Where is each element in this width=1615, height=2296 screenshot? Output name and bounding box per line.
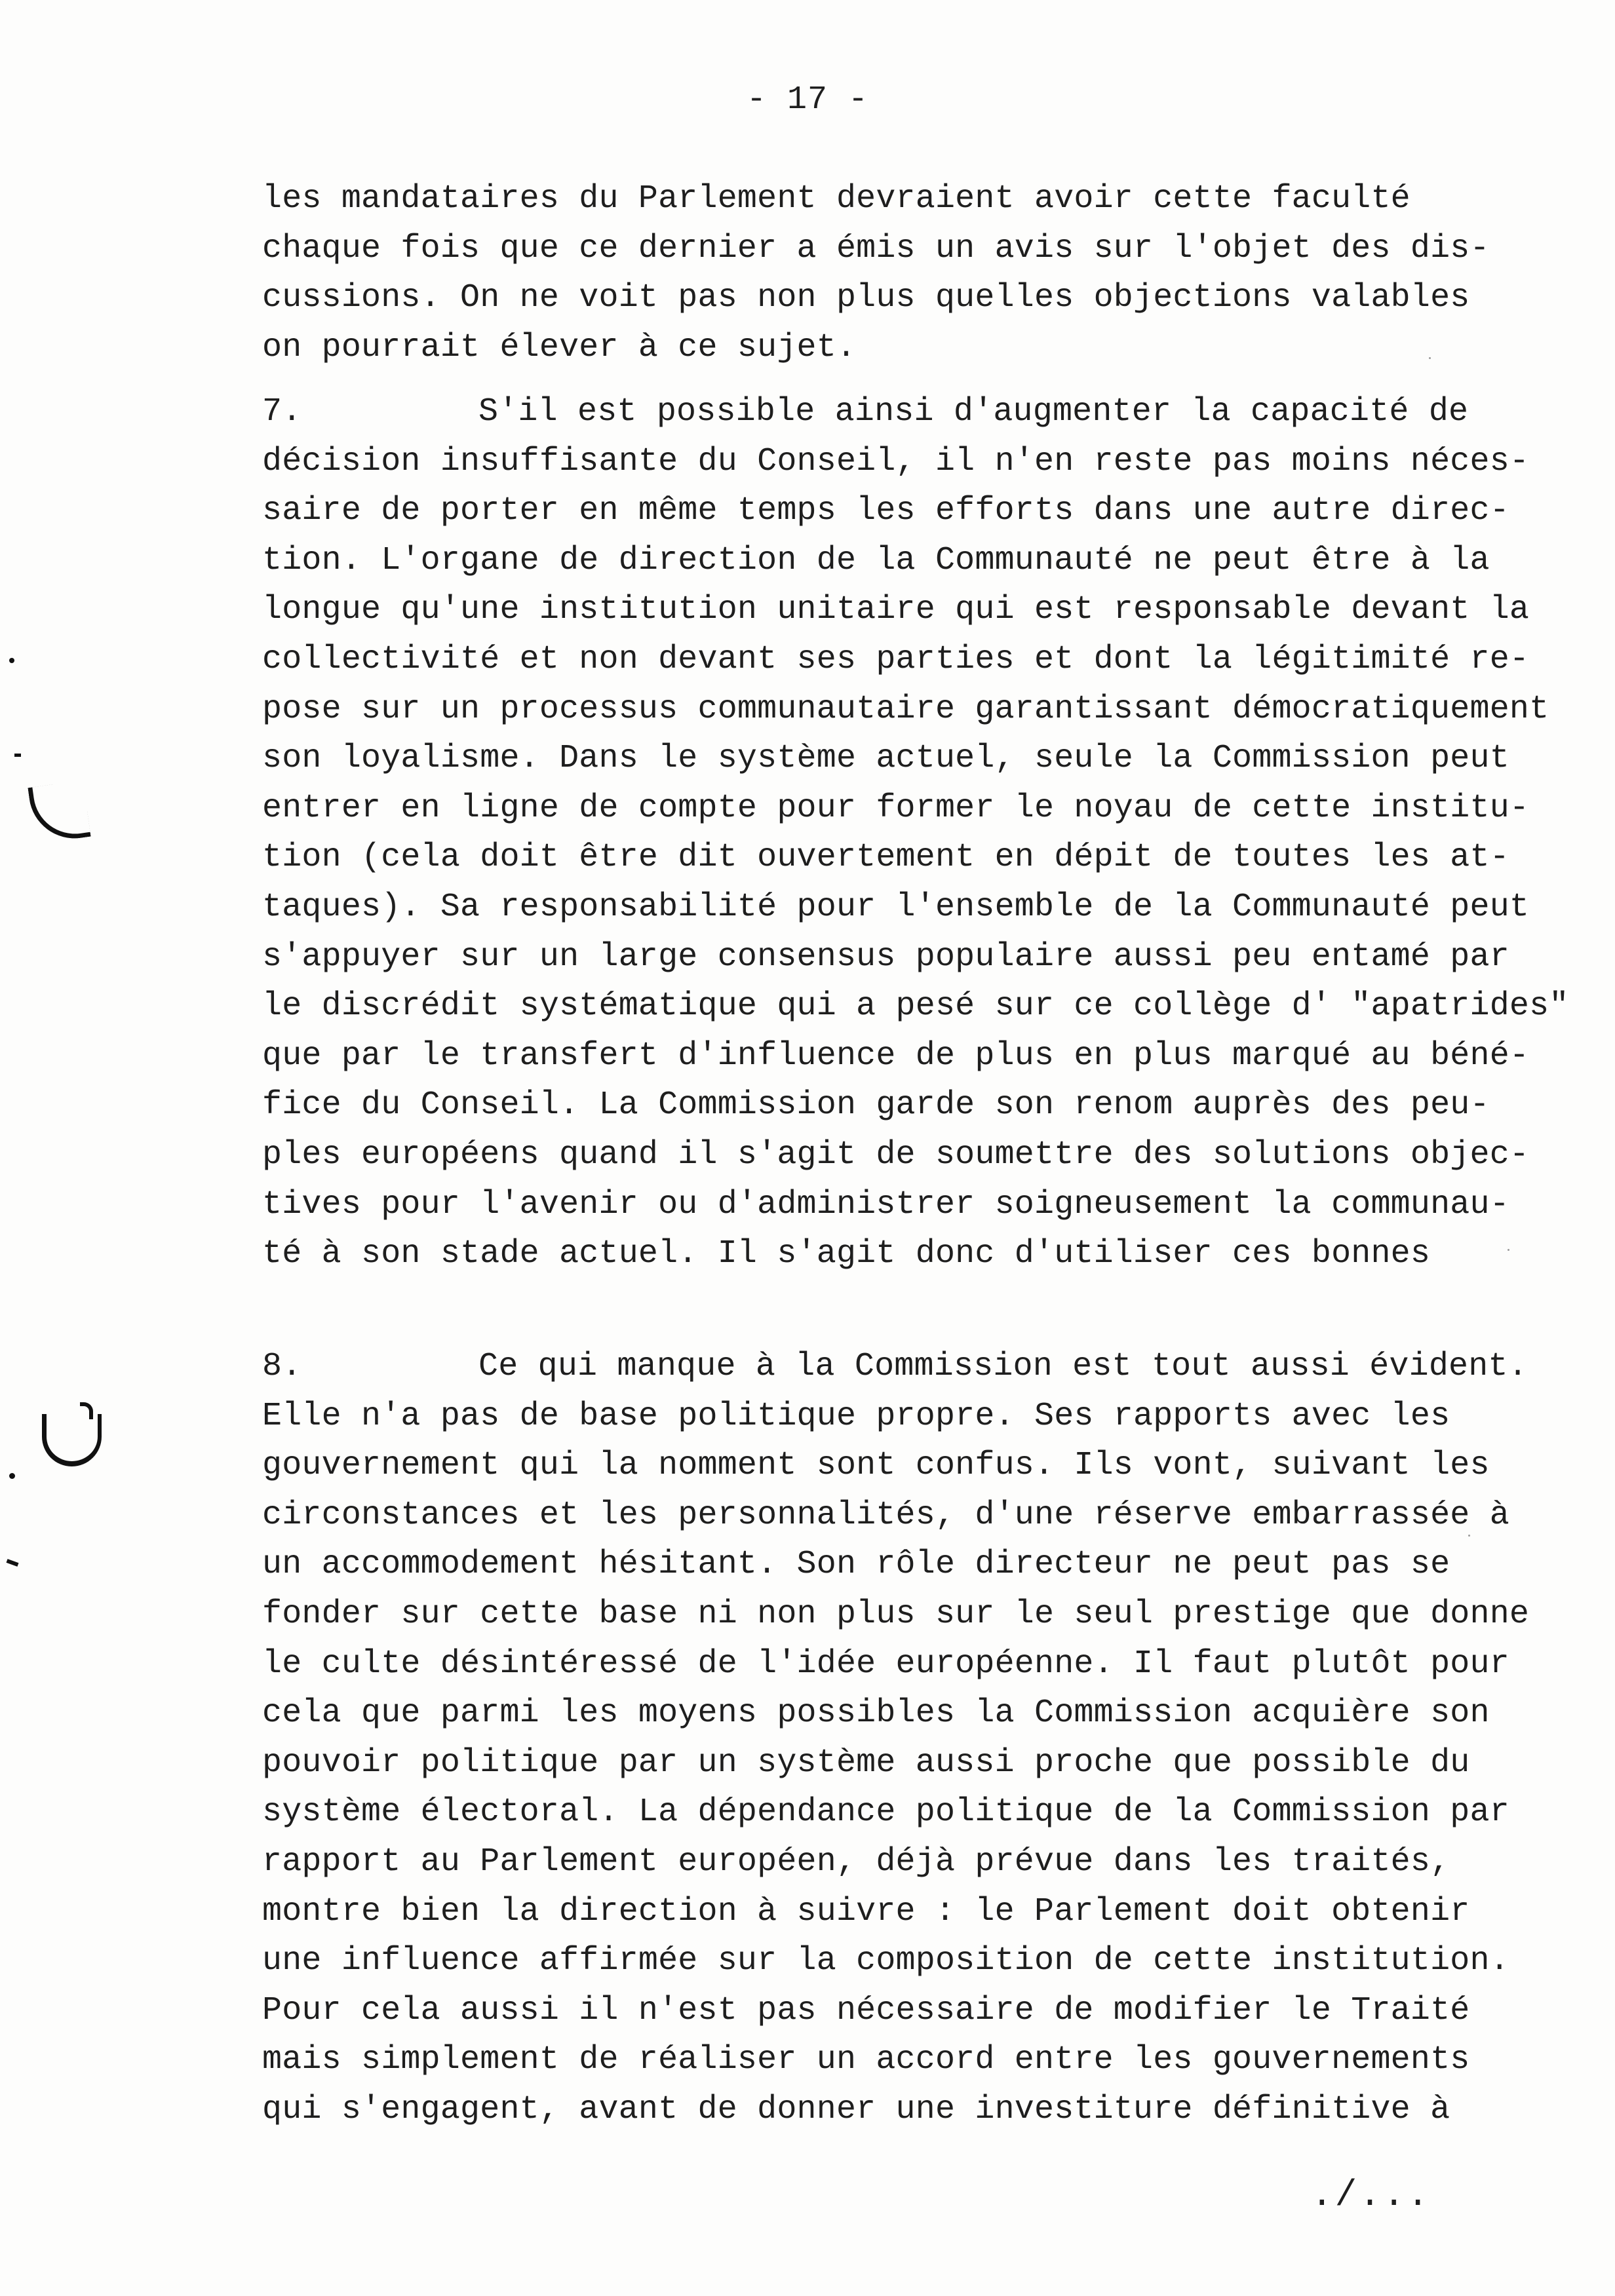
text-line: tion. L'organe de direction de la Communauté ne peut être à la	[262, 541, 1490, 579]
text-line: que par le transfert d'influence de plus en plus marqué au béné-	[262, 1037, 1530, 1075]
text-line: les mandataires du Parlement devraient avoir cette faculté	[262, 180, 1411, 218]
binding-hole-mark	[28, 780, 90, 845]
text-line: pouvoir politique par un système aussi proche que possible du	[262, 1744, 1470, 1782]
text-line: fice du Conseil. La Commission garde son renom auprès des peu-	[262, 1086, 1490, 1124]
text-line: taques). Sa responsabilité pour l'ensemble de la Communauté peut	[262, 888, 1530, 926]
text-line: pose sur un processus communautaire garantissant démocratiquement	[262, 690, 1549, 728]
paragraph-first-line	[262, 387, 1547, 437]
paragraph-continued	[262, 174, 1547, 372]
paragraph-7	[262, 387, 1569, 1279]
text-line: s'appuyer sur un large consensus populaire aussi peu entamé par	[262, 938, 1509, 976]
binding-hole-mark	[9, 1473, 15, 1479]
text-line: qui s'engagent, avant de donner une investiture définitive à	[262, 2090, 1450, 2128]
text-line: on pourrait élever à ce sujet.	[262, 328, 857, 366]
binding-hole-mark	[9, 658, 14, 663]
text-line: Elle n'a pas de base politique propre. Ses rapports avec les	[262, 1397, 1450, 1435]
binding-hole-mark	[14, 754, 21, 757]
text-line: le culte désintéressé de l'idée européenne. Il faut plutôt pour	[262, 1645, 1509, 1683]
text-line: ples européens quand il s'agit de soumettre des solutions objec-	[262, 1136, 1530, 1174]
text-line: système électoral. La dépendance politique de la Commission par	[262, 1793, 1509, 1831]
text-line: Ce qui manque à la Commission est tout aussi évident.	[478, 1348, 1528, 1385]
text-line: mais simplement de réaliser un accord entre les gouvernements	[262, 2041, 1470, 2079]
text-line: montre bien la direction à suivre : le Parlement doit obtenir	[262, 1892, 1470, 1930]
text-line: une influence affirmée sur la composition de cette institution.	[262, 1942, 1509, 1980]
text-line: fonder sur cette base ni non plus sur le seul prestige que donne	[262, 1595, 1530, 1633]
scan-speck	[1468, 1535, 1470, 1537]
paragraph-number: 7.	[262, 393, 302, 430]
paragraph-number: 8.	[262, 1348, 302, 1385]
text-line: tives pour l'avenir ou d'administrer soigneusement la communau-	[262, 1185, 1509, 1223]
text-line: circonstances et les personnalités, d'une réserve embarrassée à	[262, 1496, 1509, 1534]
text-line: chaque fois que ce dernier a émis un avis sur l'objet des dis-	[262, 229, 1490, 267]
text-line: tion (cela doit être dit ouvertement en dépit de toutes les at-	[262, 839, 1509, 877]
text-line: Pour cela aussi il n'est pas nécessaire de modifier le Traité	[262, 1991, 1470, 2029]
binding-hole-mark	[42, 1414, 102, 1466]
text-line: collectivité et non devant ses parties et dont la légitimité re-	[262, 640, 1530, 678]
text-line: S'il est possible ainsi d'augmenter la capacité de	[478, 393, 1469, 430]
text-line: saire de porter en même temps les efforts dans une autre direc-	[262, 492, 1509, 530]
scan-speck	[1429, 357, 1431, 359]
text-line: cela que parmi les moyens possibles la Commission acquière son	[262, 1694, 1490, 1732]
text-line: décision insuffisante du Conseil, il n'en reste pas moins néces-	[262, 442, 1530, 480]
text-line: longue qu'une institution unitaire qui est responsable devant la	[262, 591, 1530, 629]
text-line: un accommodement hésitant. Son rôle directeur ne peut pas se	[262, 1546, 1450, 1584]
text-line: entrer en ligne de compte pour former le noyau de cette institu-	[262, 789, 1530, 827]
paragraph-8	[262, 1342, 1547, 2135]
text-line: cussions. On ne voit pas non plus quelles objections valables	[262, 279, 1470, 317]
text-line: son loyalisme. Dans le système actuel, seule la Commission peut	[262, 740, 1509, 778]
text-line: té à son stade actuel. Il s'agit donc d'utiliser ces bonnes	[262, 1235, 1431, 1273]
binding-hole-mark	[80, 1402, 93, 1419]
binding-hole-mark	[7, 1559, 19, 1567]
continuation-mark: ./...	[1311, 2174, 1431, 2216]
scan-speck	[1508, 1249, 1509, 1251]
text-line: rapport au Parlement européen, déjà prévue dans les traités,	[262, 1843, 1450, 1881]
paragraph-first-line	[262, 1342, 1547, 1392]
page-number: - 17 -	[746, 81, 869, 119]
text-line: le discrédit systématique qui a pesé sur ce collège d' "apatrides"	[262, 987, 1569, 1025]
text-line: gouvernement qui la nomment sont confus. Ils vont, suivant les	[262, 1447, 1490, 1485]
